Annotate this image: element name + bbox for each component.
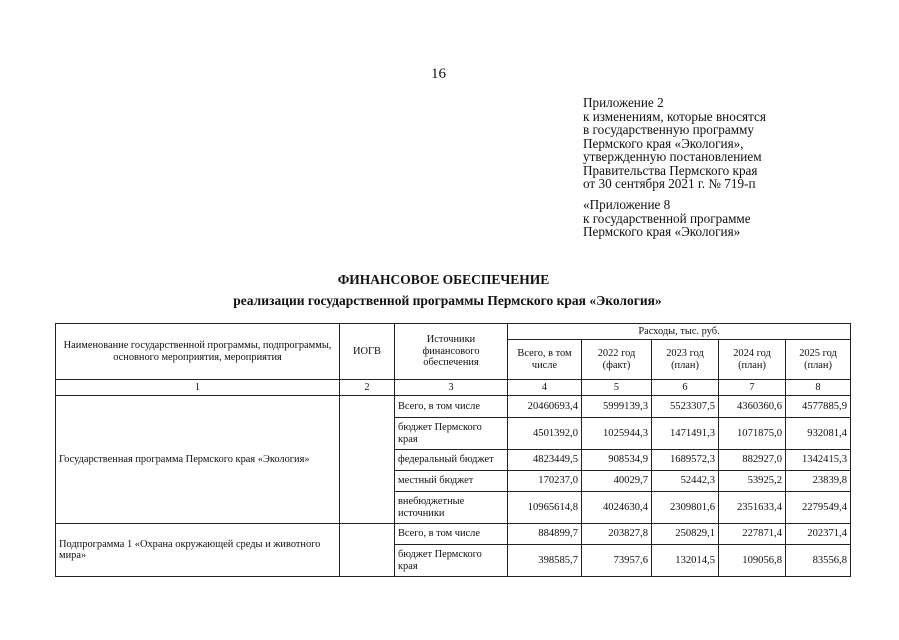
appendix-line: в государственную программу [583,122,754,137]
source-cell: бюджет Пермского края [395,545,508,577]
document-title: ФИНАНСОВОЕ ОБЕСПЕЧЕНИЕ [337,272,550,287]
source-cell: местный бюджет [395,471,508,492]
column-number: 7 [719,380,786,396]
header-name: Наименование государственной программы, подпрограммы, основного мероприятия, мероприятия [56,324,340,380]
value-cell: 4823449,5 [508,450,582,471]
header-expenses: Расходы, тыс. руб. [508,324,851,340]
value-cell: 1071875,0 [719,418,786,450]
value-cell: 4024630,4 [582,492,652,524]
column-number: 5 [582,380,652,396]
source-cell: Всего, в том числе [395,396,508,418]
value-cell: 170237,0 [508,471,582,492]
header-2023: 2023 год (план) [652,340,719,380]
source-cell: федеральный бюджет [395,450,508,471]
value-cell: 5523307,5 [652,396,719,418]
value-cell: 398585,7 [508,545,582,577]
value-cell: 2351633,4 [719,492,786,524]
value-cell: 908534,9 [582,450,652,471]
column-number: 6 [652,380,719,396]
header-2024: 2024 год (план) [719,340,786,380]
appendix-line: Пермского края «Экология», [583,135,744,151]
header-iogv: ИОГВ [340,324,395,380]
value-cell: 250829,1 [652,524,719,545]
value-cell: 884899,7 [508,524,582,545]
value-cell: 227871,4 [719,524,786,545]
value-cell: 1689572,3 [652,450,719,471]
value-cell: 5999139,3 [582,396,652,418]
value-cell: 20460693,4 [508,396,582,418]
header-2022: 2022 год (факт) [582,340,652,380]
appendix-line: утвержденную постановлением [583,149,762,164]
value-cell: 2279549,4 [786,492,851,524]
source-cell: Всего, в том числе [395,524,508,545]
column-number: 4 [508,380,582,396]
program-name: Государственная программа Пермского края «Экология» [56,396,340,524]
value-cell: 882927,0 [719,450,786,471]
appendix-header [583,96,766,191]
appendix-line: Правительства Пермского края [583,162,758,178]
subprogram-iogv [340,524,395,577]
header-total: Всего, в том числе [508,340,582,380]
value-cell: 10965614,8 [508,492,582,524]
header-sources: Источники финансового обеспечения [395,324,508,380]
table-header-row [56,324,851,340]
page-number: 16 [431,66,446,82]
appendix-line: Пермского края «Экология» [583,224,741,239]
program-iogv [340,396,395,524]
value-cell: 23839,8 [786,471,851,492]
source-cell: бюджет Пермского края [395,418,508,450]
header-2025: 2025 год (план) [786,340,851,380]
financing-table [55,323,851,577]
value-cell: 202371,4 [786,524,851,545]
appendix-line: «Приложение 8 [583,197,671,212]
document-subtitle: реализации государственной программы Пермского края «Экология» [233,293,662,308]
column-number: 2 [340,380,395,396]
table-row [56,396,851,418]
value-cell: 53925,2 [719,471,786,492]
column-number: 3 [395,380,508,396]
value-cell: 1471491,3 [652,418,719,450]
value-cell: 4360360,6 [719,396,786,418]
value-cell: 109056,8 [719,545,786,577]
appendix-line: к изменениям, которые вносятся [583,108,766,124]
value-cell: 2309801,6 [652,492,719,524]
column-number: 8 [786,380,851,396]
value-cell: 932081,4 [786,418,851,450]
column-number: 1 [56,380,340,396]
value-cell: 1025944,3 [582,418,652,450]
value-cell: 52442,3 [652,471,719,492]
value-cell: 203827,8 [582,524,652,545]
appendix-8-header [583,198,751,239]
source-cell: внебюджетные источники [395,492,508,524]
table-row [56,524,851,545]
appendix-line: Приложение 2 [583,95,664,110]
column-number-row [56,380,851,396]
value-cell: 83556,8 [786,545,851,577]
value-cell: 1342415,3 [786,450,851,471]
value-cell: 4577885,9 [786,396,851,418]
value-cell: 4501392,0 [508,418,582,450]
value-cell: 73957,6 [582,545,652,577]
value-cell: 132014,5 [652,545,719,577]
subprogram-name: Подпрограмма 1 «Охрана окружающей среды и животного мира» [56,524,340,577]
value-cell: 40029,7 [582,471,652,492]
appendix-line: от 30 сентября 2021 г. № 719-п [583,176,756,191]
appendix-line: к государственной программе [583,210,751,226]
